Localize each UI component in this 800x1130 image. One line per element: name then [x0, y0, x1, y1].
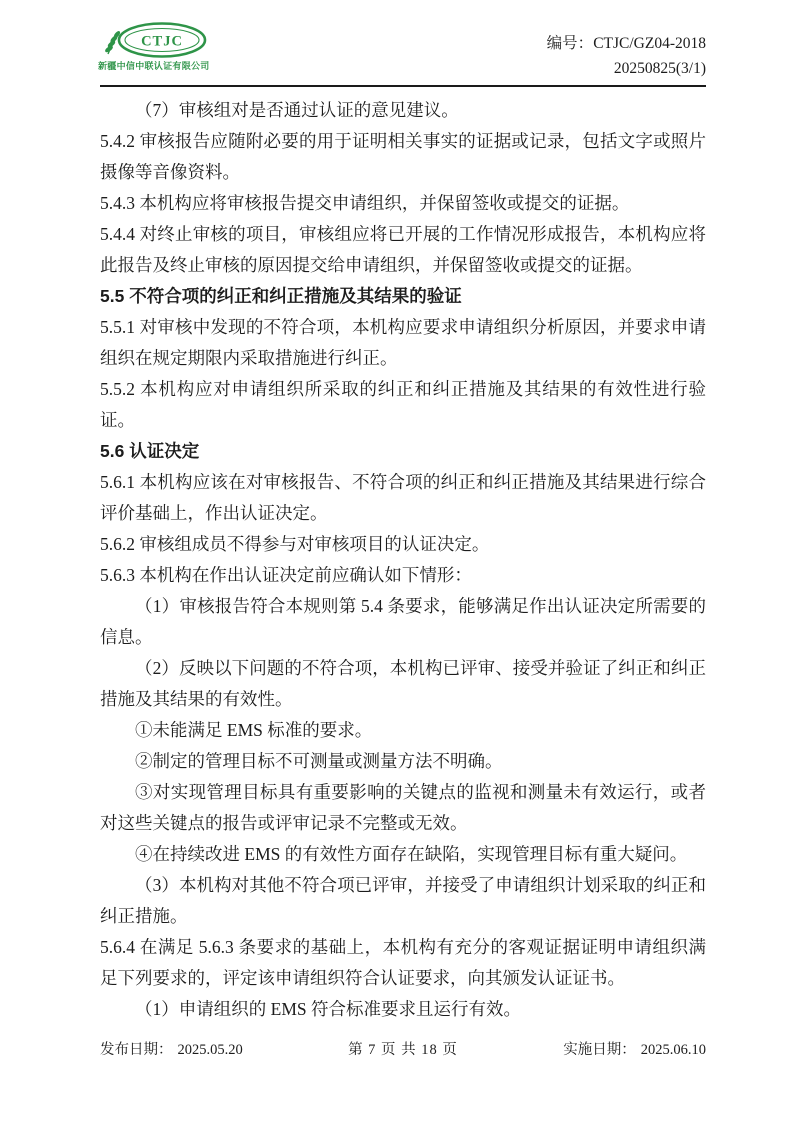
paragraph: 5.6.3 本机构在作出认证决定前应确认如下情形： — [100, 565, 472, 585]
paragraph: 5.4.2 审核报告应随附必要的用于证明相关事实的证据或记录，包括文字或照片摄像等音像资料。 — [100, 131, 706, 182]
doc-number-line — [547, 31, 706, 56]
implementation-date — [563, 1041, 706, 1059]
paragraph: 5.4.4 对终止审核的项目，审核组应将已开展的工作情况形成报告，本机构应将此报告及终止审核的原因提交给申请组织，并保留签收或提交的证据。 — [100, 224, 706, 275]
paragraph: 5.6.1 本机构应该在对审核报告、不符合项的纠正和纠正措施及其结果进行综合评价基础上，作出认证决定。 — [100, 472, 706, 523]
ctjc-logo-icon — [98, 20, 218, 60]
paragraph: 5.5.1 对审核中发现的不符合项，本机构应要求申请组织分析原因，并要求申请组织在规定期限内采取措施进行纠正。 — [100, 317, 706, 368]
paragraph: （1）申请组织的 EMS 符合标准要求且运行有效。 — [135, 999, 521, 1019]
paragraph: ④在持续改进 EMS 的有效性方面存在缺陷，实现管理目标有重大疑问。 — [135, 844, 688, 864]
paragraph: （7）审核组对是否通过认证的意见建议。 — [135, 100, 459, 120]
paragraph: 5.5.2 本机构应对申请组织所采取的纠正和纠正措施及其结果的有效性进行验证。 — [100, 379, 706, 430]
page-footer — [100, 1041, 706, 1059]
doc-number: CTJC/GZ04-2018 — [593, 35, 706, 52]
section-heading: 5.5 不符合项的纠正和纠正措施及其结果的验证 — [100, 286, 462, 306]
document-body — [100, 95, 706, 1025]
doc-meta — [547, 31, 706, 81]
paragraph: ③对实现管理目标具有重要影响的关键点的监视和测量未有效运行，或者对这些关键点的报告或评审记录不完整或无效。 — [100, 782, 706, 833]
implementation-date-value: 2025.06.10 — [640, 1042, 706, 1058]
release-date-label: 发布日期： — [100, 1042, 173, 1058]
doc-code: 20250825(3/1) — [613, 60, 706, 77]
paragraph: ②制定的管理目标不可测量或测量方法不明确。 — [135, 751, 503, 771]
release-date-value: 2025.05.20 — [177, 1042, 243, 1058]
doc-number-label: 编号： — [546, 35, 594, 52]
paragraph: ①未能满足 EMS 标准的要求。 — [135, 720, 373, 740]
paragraph: （3）本机构对其他不符合项已评审，并接受了申请组织计划采取的纠正和纠正措施。 — [100, 875, 706, 926]
logo-text: CTJC — [141, 33, 183, 50]
paragraph: 5.6.2 审核组成员不得参与对审核项目的认证决定。 — [100, 534, 490, 554]
page-number: 第 7 页 共 18 页 — [348, 1042, 458, 1058]
section-heading: 5.6 认证决定 — [100, 441, 200, 461]
company-logo — [98, 20, 228, 71]
company-name: 新疆中信中联认证有限公司 — [98, 61, 210, 71]
release-date — [100, 1041, 243, 1059]
implementation-date-label: 实施日期： — [563, 1042, 636, 1058]
paragraph: 5.4.3 本机构应将审核报告提交申请组织，并保留签收或提交的证据。 — [100, 193, 630, 213]
paragraph: 5.6.4 在满足 5.6.3 条要求的基础上，本机构有充分的客观证据证明申请组织满足下列要求的，评定该申请组织符合认证要求，向其颁发认证证书。 — [100, 937, 706, 988]
paragraph: （2）反映以下问题的不符合项，本机构已评审、接受并验证了纠正和纠正措施及其结果的有效性。 — [100, 658, 706, 709]
paragraph: （1）审核报告符合本规则第 5.4 条要求，能够满足作出认证决定所需要的信息。 — [100, 596, 706, 647]
header-divider — [100, 85, 706, 87]
